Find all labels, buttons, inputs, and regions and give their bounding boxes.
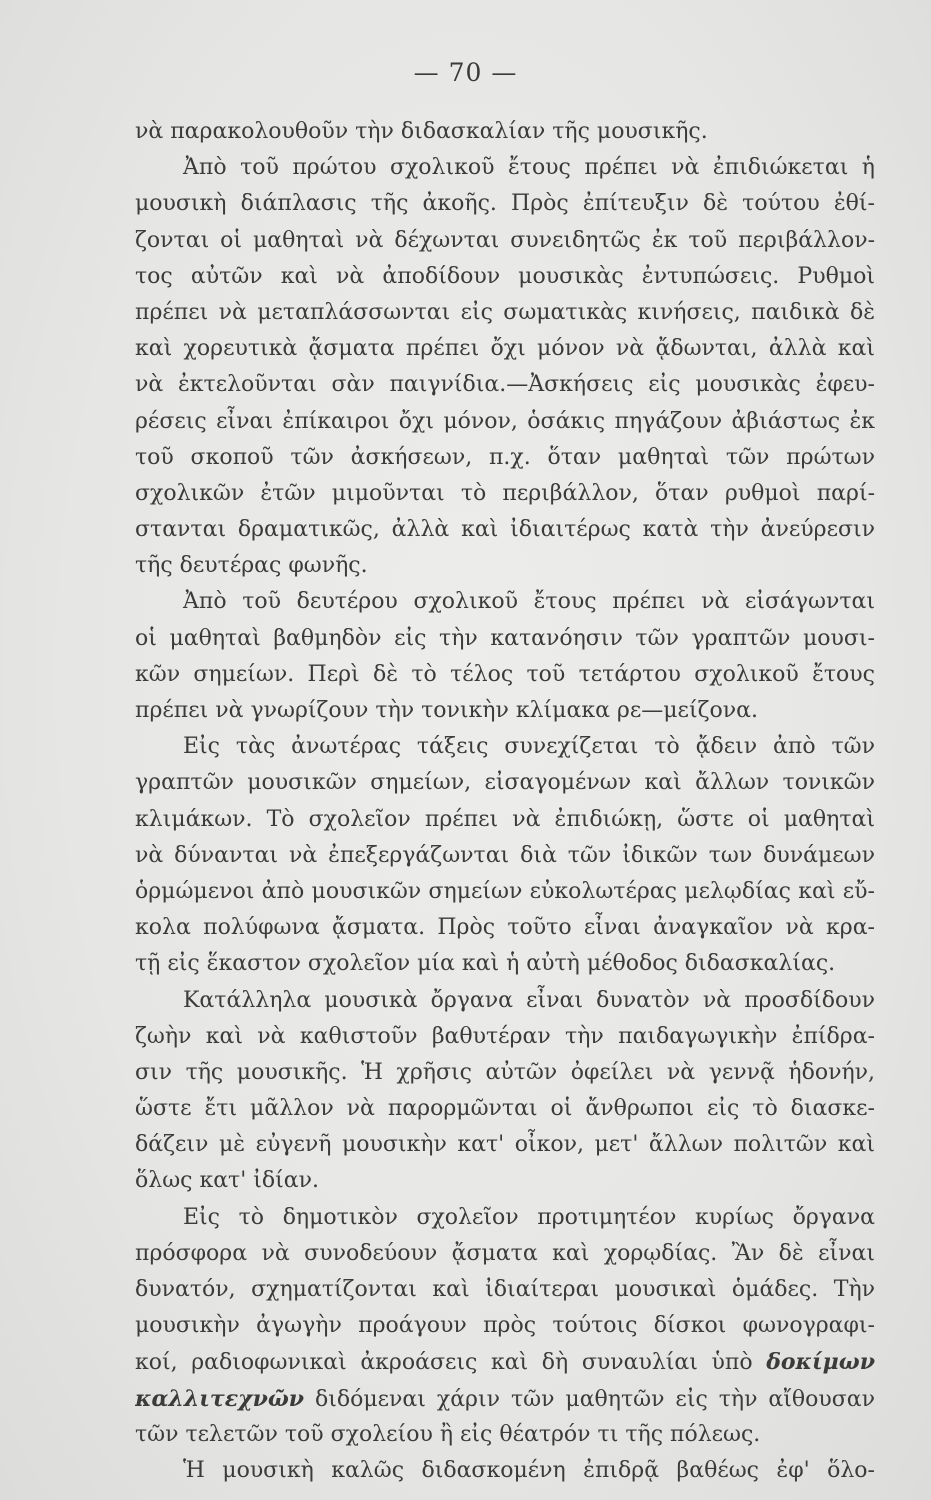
- text-line: Ἀπὸ τοῦ δευτέρου σχολικοῦ ἔτους πρέπει νὰ εἰσάγωνται: [183, 589, 875, 615]
- text-line: ὥστε ἔτι μᾶλλον νὰ παρορμῶνται οἱ ἄνθρωποι εἰς τὸ διασκε-: [135, 1096, 875, 1122]
- text-line: κλιμάκων. Τὸ σχολεῖον πρέπει νὰ ἐπιδιώκῃ, ὥστε οἱ μαθηταὶ: [135, 806, 875, 832]
- text-line: ὅλως κατ' ἰδίαν.: [135, 1168, 319, 1194]
- text-line: δυνατόν, σχηματίζονται καὶ ἰδιαίτεραι μουσικαὶ ὁμάδες. Τὴν: [135, 1277, 875, 1302]
- body-text: [135, 114, 875, 1489]
- emphasized-word: δοκίμων: [766, 1349, 875, 1376]
- text-line: Ἡ μουσικὴ καλῶς διδασκομένη ἐπιδρᾷ βαθέως ἐφ' ὅλο-: [183, 1457, 875, 1483]
- text-line: τῇ εἰς ἕκαστον σχολεῖον μία καὶ ἡ αὐτὴ μέθοδος διδασκαλίας.: [135, 951, 836, 977]
- text-line: νὰ παρακολουθοῦν τὴν διδασκαλίαν τῆς μουσικῆς.: [135, 119, 708, 144]
- text-line: Εἰς τὸ δημοτικὸν σχολεῖον προτιμητέον κυρίως ὄργανα: [183, 1204, 875, 1230]
- text-line: καλλιτεχνῶν διδόμεναι χάριν τῶν μαθητῶν εἰς τὴν αἴθουσαν: [135, 1385, 875, 1412]
- text-line: οἱ μαθηταὶ βαθμηδὸν εἰς τὴν κατανόησιν τῶν γραπτῶν μουσι-: [135, 625, 875, 651]
- text-line: τοῦ σκοποῦ τῶν ἀσκήσεων, π.χ. ὅταν μαθηταὶ τῶν πρώτων: [135, 444, 875, 470]
- text-line: Ἀπὸ τοῦ πρώτου σχολικοῦ ἔτους πρέπει νὰ ἐπιδιώκεται ἡ: [183, 155, 875, 181]
- text-line: πρέπει νὰ γνωρίζουν τὴν τονικὴν κλίμακα ρε—μείζονα.: [135, 698, 758, 723]
- text-line: καὶ χορευτικὰ ᾄσματα πρέπει ὄχι μόνον νὰ ᾄδωνται, ἀλλὰ καὶ: [135, 336, 875, 362]
- text-line: ρέσεις εἶναι ἐπίκαιροι ὄχι μόνον, ὁσάκις πηγάζουν ἀβιάστως ἐκ: [135, 408, 875, 434]
- text-line: Κατάλληλα μουσικὰ ὄργανα εἶναι δυνατὸν νὰ προσδίδουν: [183, 987, 875, 1013]
- text-line: τος αὐτῶν καὶ νὰ ἀποδίδουν μουσικὰς ἐντυπώσεις. Ρυθμοὶ: [135, 263, 875, 289]
- page-number: — 70 —: [413, 58, 518, 87]
- text-line: κῶν σημείων. Περὶ δὲ τὸ τέλος τοῦ τετάρτου σχολικοῦ ἔτους: [135, 661, 875, 687]
- text-line: σχολικῶν ἐτῶν μιμοῦνται τὸ περιβάλλον, ὅταν ρυθμοὶ παρί-: [135, 480, 875, 506]
- text-line: ὁρμώμενοι ἀπὸ μουσικῶν σημείων εὐκολωτέρας μελῳδίας καὶ εὔ-: [135, 878, 875, 904]
- text-line: κολα πολύφωνα ᾄσματα. Πρὸς τοῦτο εἶναι ἀναγκαῖον νὰ κρα-: [135, 915, 875, 941]
- text-line: μουσικὴ διάπλασις τῆς ἀκοῆς. Πρὸς ἐπίτευξιν δὲ τούτου ἐθί-: [135, 191, 875, 217]
- text-line: τῆς δευτέρας φωνῆς.: [135, 553, 368, 579]
- text-line: κοί, ραδιοφωνικαὶ ἀκροάσεις καὶ δὴ συναυλίαι ὑπὸ δοκίμων: [135, 1349, 875, 1376]
- text-line: μουσικὴν ἀγωγὴν προάγουν πρὸς τούτοις δίσκοι φωνογραφι-: [135, 1313, 875, 1339]
- text-line: νὰ ἐκτελοῦνται σὰν παιγνίδια.—Ἀσκήσεις εἰς μουσικὰς ἐφευ-: [135, 372, 875, 398]
- text-line: νὰ δύνανται νὰ ἐπεξεργάζωνται διὰ τῶν ἰδικῶν των δυνάμεων: [135, 842, 875, 868]
- text-line: ζονται οἱ μαθηταὶ νὰ δέχωνται συνειδητῶς ἐκ τοῦ περιβάλλον-: [135, 227, 875, 253]
- emphasized-word: καλλιτεχνῶν: [135, 1385, 305, 1412]
- text-line: πρόσφορα νὰ συνοδεύουν ᾄσματα καὶ χορῳδίας. Ἂν δὲ εἶναι: [135, 1240, 875, 1266]
- text-line: Εἰς τὰς ἀνωτέρας τάξεις συνεχίζεται τὸ ᾄδειν ἀπὸ τῶν: [183, 734, 875, 760]
- text-line: γραπτῶν μουσικῶν σημείων, εἰσαγομένων καὶ ἄλλων τονικῶν: [135, 770, 875, 796]
- text-line: σιν τῆς μουσικῆς. Ἡ χρῆσις αὐτῶν ὀφείλει νὰ γεννᾷ ἡδονήν,: [135, 1059, 875, 1085]
- text-line: δάζειν μὲ εὐγενῆ μουσικὴν κατ' οἶκον, μετ' ἄλλων πολιτῶν καὶ: [135, 1132, 875, 1158]
- text-line: ζωὴν καὶ νὰ καθιστοῦν βαθυτέραν τὴν παιδαγωγικὴν ἐπίδρα-: [135, 1023, 875, 1049]
- text-line: τῶν τελετῶν τοῦ σχολείου ἢ εἰς θέατρόν τι τῆς πόλεως.: [135, 1421, 761, 1447]
- text-line: πρέπει νὰ μεταπλάσσωνται εἰς σωματικὰς κινήσεις, παιδικὰ δὲ: [135, 299, 875, 325]
- text-line: στανται δραματικῶς, ἀλλὰ καὶ ἰδιαιτέρως κατὰ τὴν ἀνεύρεσιν: [135, 517, 875, 543]
